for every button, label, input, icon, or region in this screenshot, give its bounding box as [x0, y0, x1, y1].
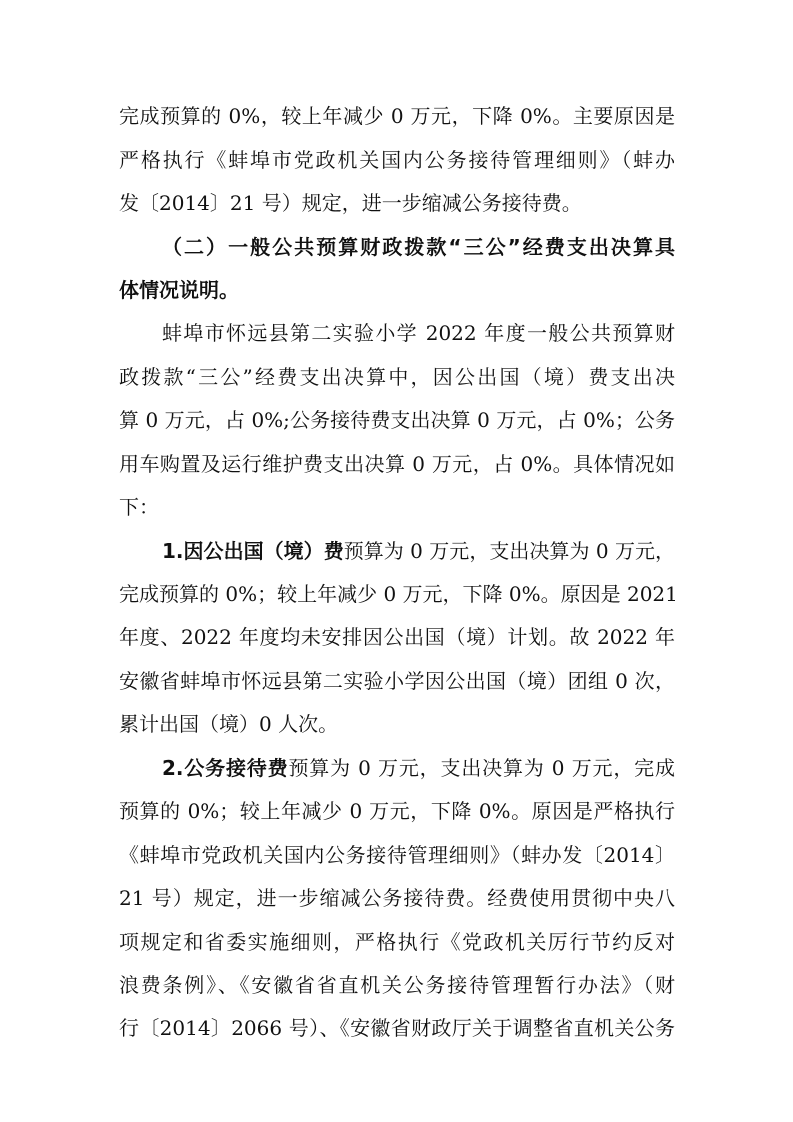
section-heading: （二）一般公共预算财政拨款“三公”经费支出决算具: [162, 235, 675, 259]
item-2-text: 预算为 0 万元，支出决算为 0 万元，完成: [288, 756, 675, 780]
text-line: 浪费条例》、《安徽省省直机关公务接待管理暂行办法》（财: [119, 973, 675, 997]
text-line: 政拨款“三公”经费支出决算中，因公出国（境）费支出决: [119, 365, 675, 389]
section-heading: 体情况说明。: [119, 278, 239, 302]
text-line: 累计出国（境）0 人次。: [119, 712, 339, 736]
text-line: 算 0 万元，占 0%;公务接待费支出决算 0 万元，占 0%；公务: [119, 408, 675, 432]
text-line: 《蚌埠市党政机关国内公务接待管理细则》（蚌办发〔2014〕: [119, 843, 675, 867]
text-line: 蚌埠市怀远县第二实验小学 2022 年度一般公共预算财: [162, 321, 675, 345]
item-1-line: [162, 531, 675, 571]
text-line: 行〔2014〕2066 号）、《安徽省财政厅关于调整省直机关公务: [119, 1016, 675, 1040]
item-2-title: 2.公务接待费: [162, 756, 289, 780]
text-line: 年度、2022 年度均未安排因公出国（境）计划。故 2022 年: [119, 625, 675, 649]
text-line: 预算的 0%；较上年减少 0 万元，下降 0%。原因是严格执行: [119, 799, 675, 823]
text-line: 用车购置及运行维护费支出决算 0 万元，占 0%。具体情况如: [119, 452, 675, 476]
text-line: 完成预算的 0%，较上年减少 0 万元，下降 0%。主要原因是: [119, 104, 675, 128]
text-line: 项规定和省委实施细则，严格执行《党政机关厉行节约反对: [119, 930, 675, 954]
text-line: 严格执行《蚌埠市党政机关国内公务接待管理细则》（蚌办: [119, 148, 675, 172]
item-1-text: 预算为 0 万元，支出决算为 0 万元，: [343, 539, 676, 563]
text-line: 21 号）规定，进一步缩减公务接待费。经费使用贯彻中央八: [119, 886, 675, 910]
item-1-title: 1.因公出国（境）费: [162, 539, 344, 563]
text-line: 下：: [119, 495, 159, 519]
text-line: 发〔2014〕21 号）规定，进一步缩减公务接待费。: [119, 191, 582, 215]
text-line: 安徽省蚌埠市怀远县第二实验小学因公出国（境）团组 0 次，: [119, 669, 675, 693]
item-2-line: [162, 748, 675, 788]
text-line: 完成预算的 0%；较上年减少 0 万元，下降 0%。原因是 2021: [119, 582, 678, 606]
